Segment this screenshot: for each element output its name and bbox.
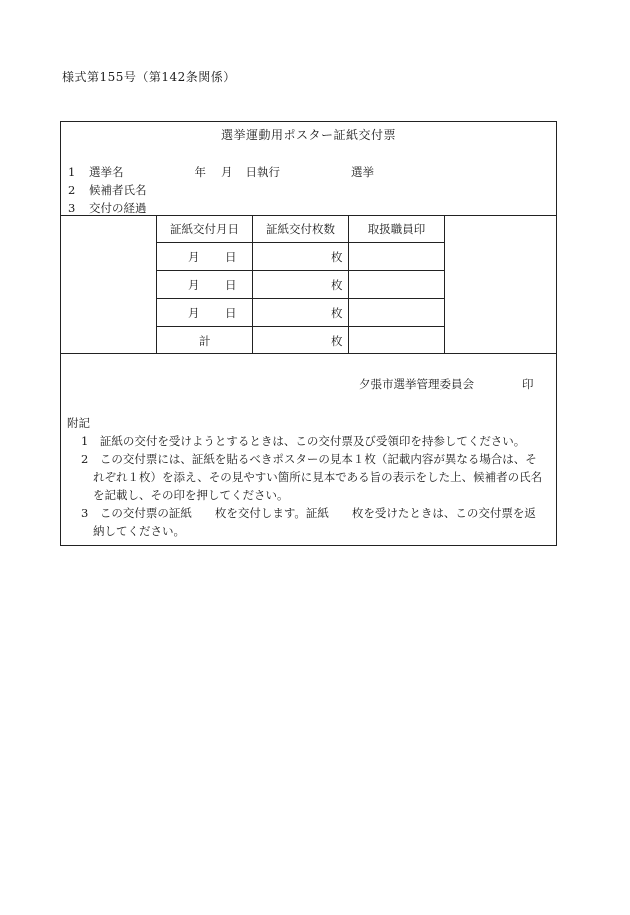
table-top-rule bbox=[61, 215, 556, 216]
table-row-rule bbox=[156, 298, 444, 299]
item-label: 交付の経過 bbox=[89, 201, 147, 215]
total-label: 計 bbox=[199, 334, 211, 348]
item-label: 候補者氏名 bbox=[89, 183, 147, 197]
row-month-label: 月 bbox=[188, 306, 200, 320]
item-candidate-name bbox=[68, 182, 147, 198]
item-issuance-history bbox=[68, 200, 147, 216]
certificate-stamp-form bbox=[60, 121, 557, 546]
header-issue-count: 証紙交付枚数 bbox=[266, 222, 335, 236]
note-line: れぞれ１枚）を添え、その見やすい箇所に見本である旨の表示をした上、候補者の氏名 bbox=[93, 470, 543, 484]
form-title: 選挙運動用ポスター証紙交付票 bbox=[220, 128, 396, 142]
month-label: 月 bbox=[221, 165, 233, 179]
table-row-rule bbox=[156, 270, 444, 271]
note-line: 1 証紙の交付を受けようとするときは、この交付票及び受領印を持参してください。 bbox=[81, 434, 526, 448]
note-line: を記載し、その印を押してください。 bbox=[93, 488, 289, 502]
committee-signature bbox=[359, 376, 534, 392]
header-staff-seal: 取扱職員印 bbox=[367, 222, 426, 236]
year-label: 年 bbox=[194, 165, 206, 179]
table-row-rule bbox=[156, 326, 444, 327]
item-number: 3 bbox=[68, 201, 76, 215]
seal-mark: 印 bbox=[522, 377, 534, 391]
row-count-label: 枚 bbox=[331, 250, 343, 264]
note-line: 2 この交付票には、証紙を貼るべきポスターの見本１枚（記載内容が異なる場合は、そ bbox=[81, 452, 537, 466]
item-label: 選挙名 bbox=[89, 165, 124, 179]
notes-section bbox=[67, 414, 551, 540]
election-label: 選挙 bbox=[351, 165, 374, 179]
row-day-label: 日 bbox=[225, 278, 237, 292]
note-line: 3 この交付票の証紙 枚を交付します。証紙 枚を受けたときは、この交付票を返 bbox=[81, 506, 536, 520]
row-count-label: 枚 bbox=[331, 306, 343, 320]
row-month-label: 月 bbox=[188, 278, 200, 292]
row-day-label: 日 bbox=[225, 250, 237, 264]
item-number: 2 bbox=[68, 183, 76, 197]
total-count-label: 枚 bbox=[331, 334, 343, 348]
day-execution-label: 日執行 bbox=[245, 165, 280, 179]
note-line: 納してください。 bbox=[93, 524, 185, 538]
notes-heading: 附記 bbox=[67, 416, 90, 430]
form-number: 様式第155号（第142条関係） bbox=[62, 70, 236, 84]
table-bottom-rule bbox=[61, 353, 556, 354]
row-month-label: 月 bbox=[188, 250, 200, 264]
committee-name: 夕張市選挙管理委員会 bbox=[359, 377, 474, 391]
header-issue-date: 証紙交付月日 bbox=[170, 222, 239, 236]
table-row-rule bbox=[156, 242, 444, 243]
row-day-label: 日 bbox=[225, 306, 237, 320]
item-number: 1 bbox=[68, 165, 76, 179]
item-election-name bbox=[68, 164, 374, 180]
table-column-rule bbox=[444, 215, 445, 353]
row-count-label: 枚 bbox=[331, 278, 343, 292]
